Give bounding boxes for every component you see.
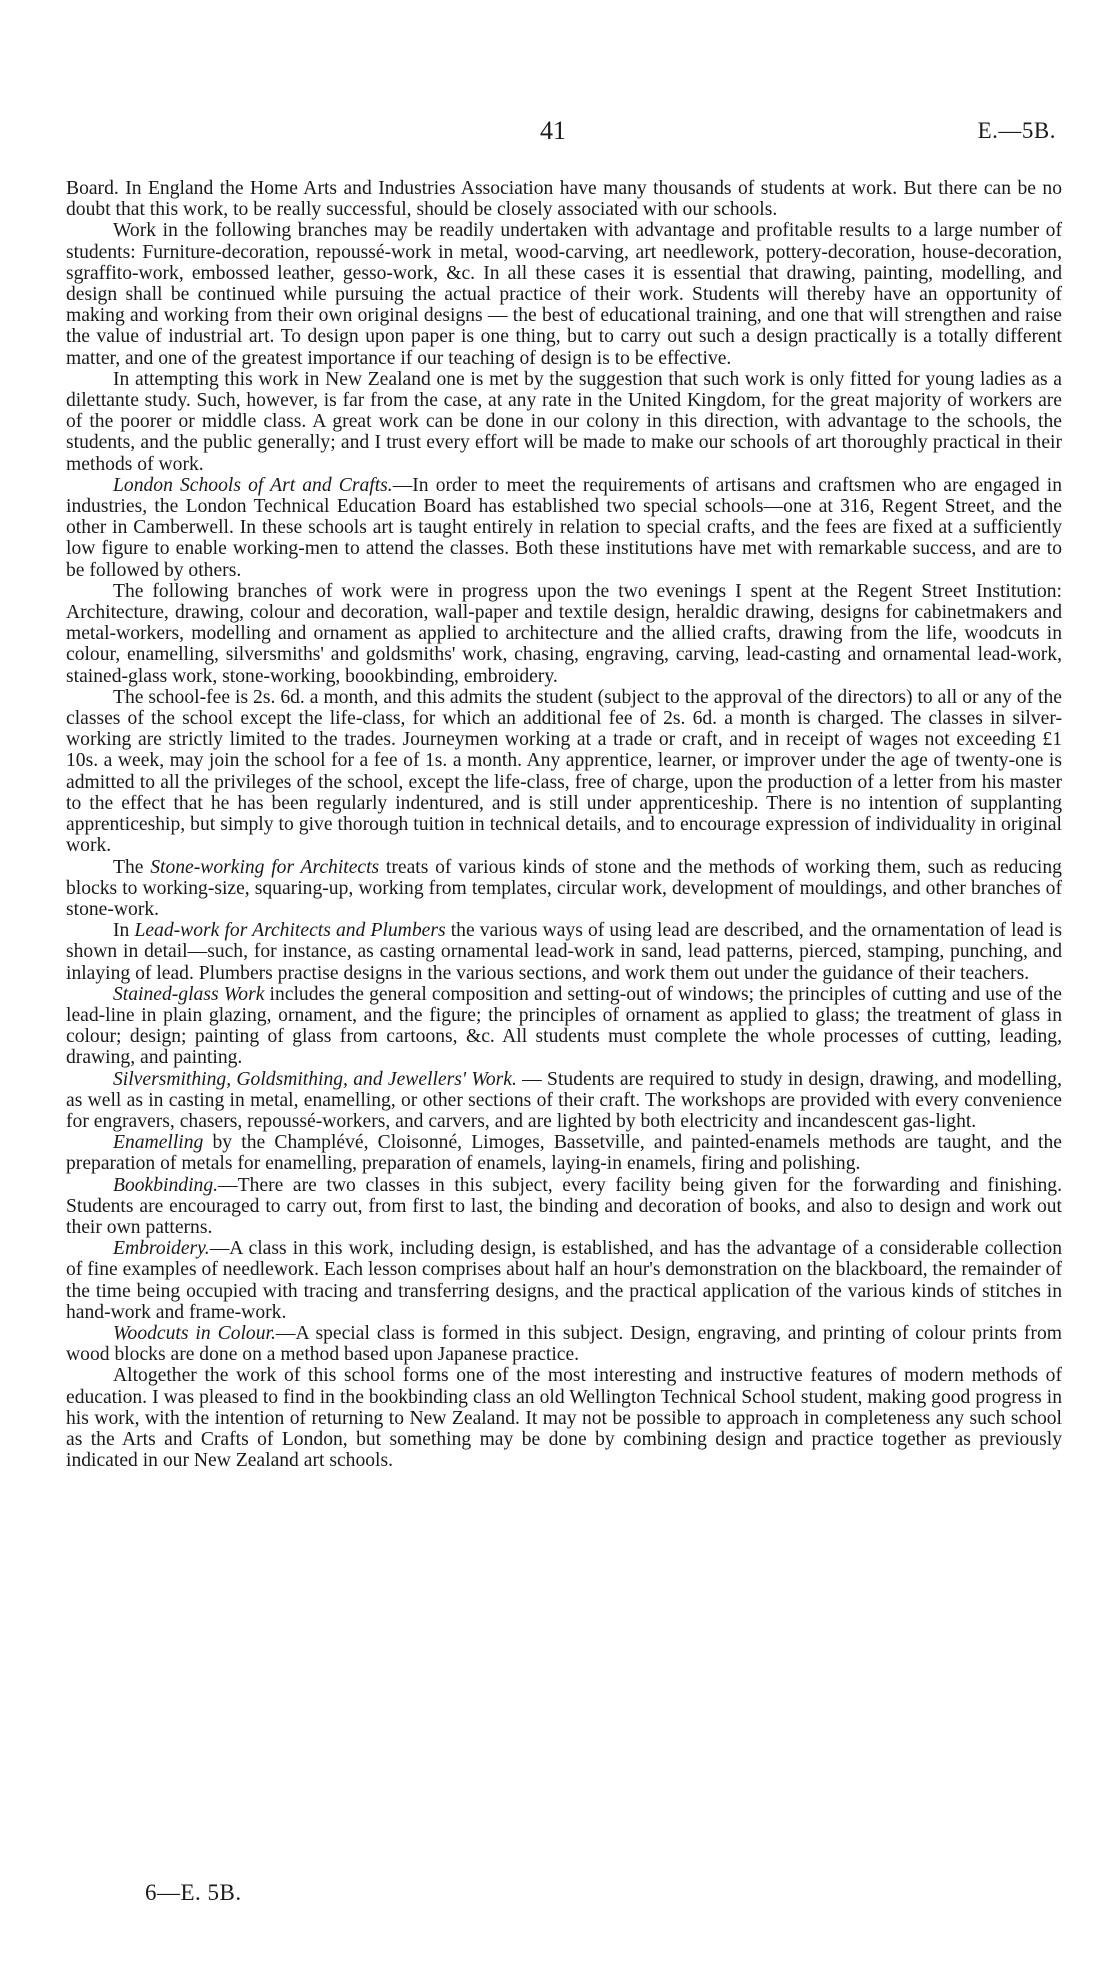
paragraph-text: includes the general composition and setting-out of windows; the principles of cutting and use of the lead-line in plain glazing, ornament, and the figure; the principles of ornament as applied to glass; the treatment of glass in colour; design; painting of glass from cartoons, &c. All students must complete the whole processes of cutting, leading, drawing, and painting. [66,983,1063,1069]
section-lead-in: Stained-glass Work [113,983,265,1005]
paragraph [66,857,1062,921]
page-number: 41 [540,116,566,145]
section-lead-in: Embroidery. [113,1238,210,1260]
paragraph [66,1323,1062,1365]
section-lead-in: London Schools of Art and Crafts. [113,474,393,496]
printer-signature: 6—E. 5B. [145,1880,242,1905]
paragraph-prefix: The [113,856,151,878]
paragraph [66,1365,1062,1471]
paragraph [66,369,1062,475]
paragraph-text: Work in the following branches may be readily undertaken with advantage and profitable results to a large number of students: Furniture-decoration, repoussé-work in metal, wood-carving, art needlework, pottery-decoration, house-decoration, sgraffito-work, embossed leather, gesso-work, &c. In all these cases it is essential that drawing, painting, modelling, and design shall be continued while pursuing the actual practice of their work. Students will thereby have an opportunity of making and working from their own original designs — the best of educational training, and one that will strengthen and raise the value of industrial art. To design upon paper is one thing, but to carry out such a design practically is a totally different matter, and one of the greatest importance if our teaching of design is to be effective. [66,220,1062,369]
paragraph [66,1069,1062,1133]
section-lead-in: Bookbinding. [113,1174,219,1196]
section-lead-in: Stone-working for Architects [150,856,380,878]
paragraph [66,984,1062,1069]
paragraph-text: The school-fee is 2s. 6d. a month, and this admits the student (subject to the approval of the directors) to all or any of the classes of the school except the life-class, for which an additional fee of 2s. 6d. a month is charged. The classes in silver-working are strictly limited to the trades. Journeymen working at a trade or craft, and in receipt of wages not exceeding £1 10s. a week, may join the school for a fee of 1s. a month. Any apprentice, learner, or improver under the age of twenty-one is admitted to all the privileges of the school, except the life-class, free of charge, upon the production of a letter from his master to the effect that he has been regularly indentured, and is still under apprenticeship. There is no intention of supplanting apprenticeship, but simply to give thorough tuition in technical details, and to encourage expression of individuality in original work. [66,686,1062,857]
paragraph-text: Board. In England the Home Arts and Industries Association have many thousands of students at work. But there can be no doubt that this work, to be really successful, should be closely associated with our schools. [66,178,1062,221]
section-lead-in: Enamelling [113,1132,204,1154]
paragraph [66,1175,1062,1239]
paragraph-text: In attempting this work in New Zealand one is met by the suggestion that such work is only fitted for young ladies as a dilettante study. Such, however, is far from the case, at any rate in the United Kingdom, for the great majority of workers are of the poorer or middle class. A great work can be done in our colony in this direction, with advantage to the schools, the students, and the public generally; and I trust every effort will be made to make our schools of art thoroughly practical in their methods of work. [66,368,1062,475]
paragraph [66,581,1062,687]
paragraph-prefix: In [113,920,135,942]
document-reference: E.—5B. [977,118,1056,143]
paragraph [66,220,1062,368]
section-lead-in: Silversmithing, Goldsmithing, and Jewellers' Work. [113,1068,517,1090]
body-text [66,178,1062,1471]
paragraph-text: —A special class is formed in this subject. Design, engraving, and printing of colour prints from wood blocks are done on a method based upon Japanese practice. [66,1322,1062,1366]
paragraph [66,920,1062,984]
paragraph-text: —A class in this work, including design, is established, and has the advantage of a considerable collection of fine examples of needlework. Each lesson comprises about half an hour's demonstration on the blackboard, the remainder of the time being occupied with tracing and transferring designs, and the practical application of the various kinds of stitches in hand-work and frame-work. [66,1238,1062,1323]
section-lead-in: Lead-work for Architects and Plumbers [134,920,446,942]
paragraph-text: Altogether the work of this school forms one of the most interesting and instructive features of modern methods of education. I was pleased to find in the bookbinding class an old Wellington Technical School student, making good progress in his work, with the intention of returning to New Zealand. It may not be possible to approach in completeness any such school as the Arts and Crafts of London, but something may be done by combining design and practice together as previously indicated in our New Zealand art schools. [66,1365,1062,1472]
paragraph-text: —There are two classes in this subject, every facility being given for the forwarding and finishing. Students are encouraged to carry out, from first to last, the binding and decoration of books, and also to design and work out their own patterns. [66,1174,1062,1238]
paragraph [66,687,1062,857]
paragraph-text: by the Champlévé, Cloisonné, Limoges, Bassetville, and painted-enamels methods are taught, and the preparation of metals for enamelling, preparation of enamels, laying-in enamels, firing and polishing. [66,1132,1062,1175]
section-lead-in: Woodcuts in Colour. [113,1322,276,1344]
paragraph [66,1238,1062,1323]
paragraph-text: the various ways of using lead are described, and the ornamentation of lead is shown in detail—such, for instance, as casting ornamental lead-work in sand, lead patterns, pierced, stamping, punching, and inlaying of lead. Plumbers practise designs in the various sections, and work them out under the guidance of their teachers. [66,920,1062,984]
paragraph-text: — Students are required to study in design, drawing, and modelling, as well as in casting in metal, enamelling, or other sections of their craft. The workshops are provided with every convenience for engravers, chasers, repoussé-workers, and carvers, and are lighted by both electricity and incandescent gas-light. [66,1068,1062,1132]
paragraph-text: The following branches of work were in progress upon the two evenings I spent at the Regent Street Institution: Architecture, drawing, colour and decoration, wall-paper and textile design, heraldic drawing, designs for cabinetmakers and metal-workers, modelling and ornament as applied to architecture and the allied crafts, drawing from the life, woodcuts in colour, enamelling, silversmiths' and goldsmiths' work, chasing, engraving, carving, lead-casting and ornamental lead-work, stained-glass work, stone-working, boookbinding, embroidery. [66,580,1062,687]
paragraph-text: —In order to meet the requirements of artisans and craftsmen who are engaged in industries, the London Technical Education Board has established two special schools—one at 316, Regent Street, and the other in Camberwell. In these schools art is taught entirely in relation to special crafts, and the fees are fixed at a sufficiently low figure to enable working-men to attend the classes. Both these institutions have met with remarkable success, and are to be followed by others. [66,474,1062,581]
page-header [0,116,1114,156]
paragraph-text: treats of various kinds of stone and the methods of working them, such as reducing blocks to working-size, squaring-up, working from templates, circular work, development of mouldings, and other branches of stone-work. [66,856,1062,920]
paragraph [66,1132,1062,1174]
paragraph [66,475,1062,581]
paragraph [66,178,1062,220]
